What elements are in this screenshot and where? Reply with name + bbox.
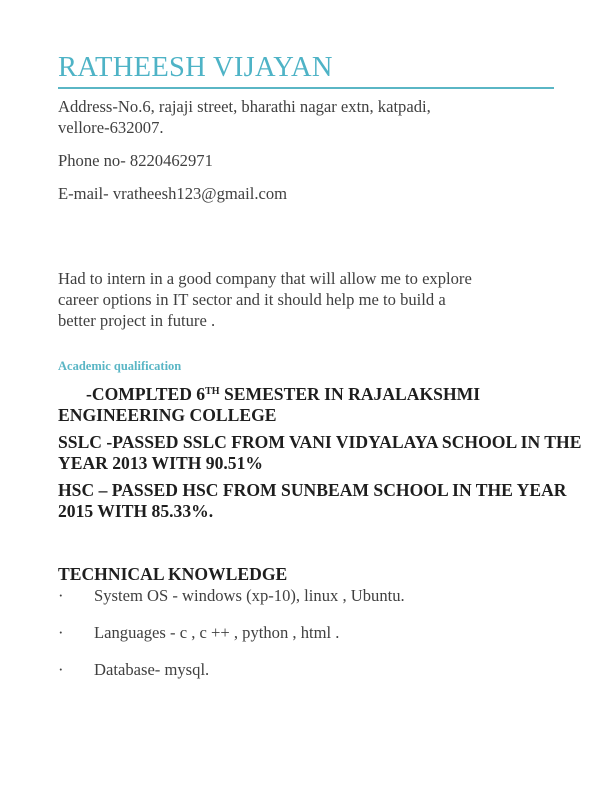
sslc-line-1: SSLC -PASSED SSLC FROM VANI VIDYALAYA SCHOOL IN THE	[58, 432, 582, 452]
objective-line-3: better project in future .	[58, 311, 216, 330]
technical-item-text: Database- mysql.	[94, 660, 210, 679]
candidate-name: RATHEESH VIJAYAN	[58, 52, 333, 83]
sslc-line-2: YEAR 2013 WITH 90.51%	[58, 453, 263, 473]
academic-heading: Academic qualification	[58, 359, 182, 373]
college-line-1-pre: -COMPLTED 6	[86, 384, 206, 404]
college-line-2: ENGINEERING COLLEGE	[58, 405, 277, 425]
college-superscript: TH	[205, 386, 220, 397]
bullet-icon: ·	[58, 623, 64, 642]
objective-line-1: Had to intern in a good company that will allow me to explore	[58, 269, 472, 288]
phone-number: Phone no- 8220462971	[58, 151, 213, 170]
bullet-icon: ·	[58, 586, 64, 605]
bullet-icon: ·	[58, 660, 64, 679]
technical-heading: TECHNICAL KNOWLEDGE	[58, 564, 288, 584]
title-divider	[58, 87, 554, 89]
college-line-1	[86, 384, 480, 405]
college-line-1-post: SEMESTER IN RAJALAKSHMI	[219, 384, 481, 404]
address-line-1: Address-No.6, rajaji street, bharathi nagar extn, katpadi,	[58, 97, 431, 116]
technical-item-text: Languages - c , c ++ , python , html .	[94, 623, 340, 642]
objective-line-2: career options in IT sector and it should help me to build a	[58, 290, 446, 309]
email-address: E-mail- vratheesh123@gmail.com	[58, 184, 288, 203]
hsc-line-2: 2015 WITH 85.33%.	[58, 501, 214, 521]
technical-item-text: System OS - windows (xp-10), linux , Ubuntu.	[94, 586, 405, 605]
address-line-2: vellore-632007.	[58, 118, 164, 137]
hsc-line-1: HSC – PASSED HSC FROM SUNBEAM SCHOOL IN THE YEAR	[58, 480, 567, 500]
